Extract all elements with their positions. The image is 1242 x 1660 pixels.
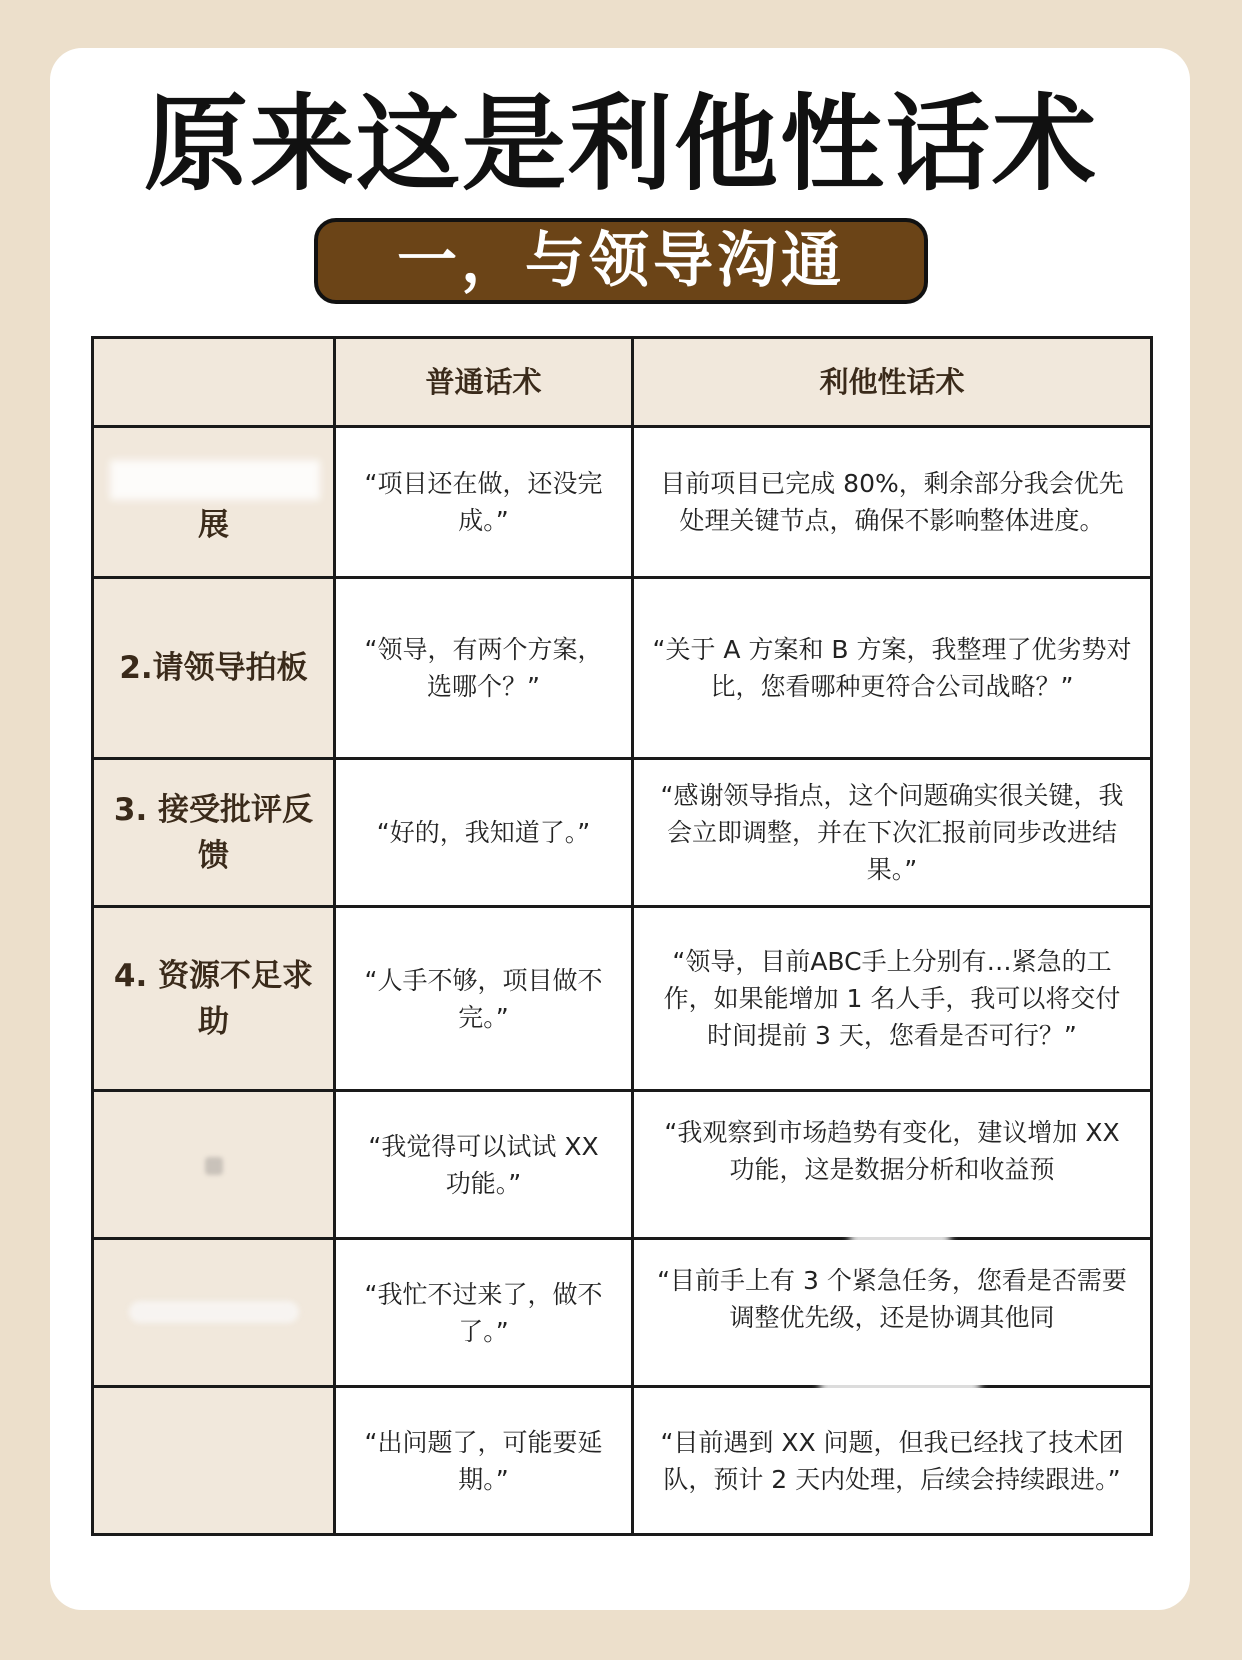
altruistic-speech-text: “目前手上有 3 个紧急任务，您看是否需要调整优先级，还是协调其他同: [657, 1266, 1127, 1332]
scenario-cell: 4. 资源不足求助: [93, 907, 335, 1091]
section-heading: 一，与领导沟通: [314, 218, 928, 304]
scenario-cell-obscured: [93, 1239, 335, 1387]
table-header-row: [93, 338, 1152, 427]
normal-speech-cell: “人手不够，项目做不完。”: [335, 907, 633, 1091]
altruistic-speech-cell: “关于 A 方案和 B 方案，我整理了优劣势对比，您看哪种更符合公司战略？”: [633, 578, 1152, 759]
header-altruistic: 利他性话术: [633, 338, 1152, 427]
altruistic-speech-cell: “目前遇到 XX 问题，但我已经找了技术团队，预计 2 天内处理，后续会持续跟进。”: [633, 1387, 1152, 1535]
scenario-cell: [93, 427, 335, 578]
scenario-label: 展: [198, 507, 229, 543]
table-row: [93, 427, 1152, 578]
table-row: [93, 1387, 1152, 1535]
scenario-cell: 3. 接受批评反馈: [93, 759, 335, 907]
scenario-cell-obscured: [93, 1387, 335, 1535]
normal-speech-cell: “我忙不过来了，做不了。”: [335, 1239, 633, 1387]
altruistic-speech-cell: “领导，目前ABC手上分别有…紧急的工作，如果能增加 1 名人手，我可以将交付时间提前 3 天，您看是否可行？”: [633, 907, 1152, 1091]
altruistic-speech-cell: 目前项目已完成 80%，剩余部分我会优先处理关键节点，确保不影响整体进度。: [633, 427, 1152, 578]
table-row: [93, 578, 1152, 759]
page-title: 原来这是利他性话术: [143, 83, 1098, 205]
blurred-mark: [129, 1301, 299, 1323]
header-scenario: [93, 338, 335, 427]
blurred-patch: [820, 1366, 980, 1410]
altruistic-speech-text: “我观察到市场趋势有变化，建议增加 XX 功能，这是数据分析和收益预: [664, 1118, 1120, 1184]
table-row: [93, 1091, 1152, 1239]
blurred-patch: [850, 1222, 950, 1266]
altruistic-speech-cell: “感谢领导指点，这个问题确实很关键，我会立即调整，并在下次汇报前同步改进结果。”: [633, 759, 1152, 907]
normal-speech-cell: “项目还在做，还没完成。”: [335, 427, 633, 578]
comparison-table: [91, 336, 1153, 1536]
scenario-cell: 2.请领导拍板: [93, 578, 335, 759]
blurred-mark: [205, 1157, 223, 1175]
table-row: [93, 907, 1152, 1091]
normal-speech-cell: “我觉得可以试试 XX 功能。”: [335, 1091, 633, 1239]
header-normal: 普通话术: [335, 338, 633, 427]
scenario-cell-obscured: [93, 1091, 335, 1239]
normal-speech-cell: “领导，有两个方案，选哪个？”: [335, 578, 633, 759]
table-row: [93, 759, 1152, 907]
normal-speech-cell: “好的，我知道了。”: [335, 759, 633, 907]
altruistic-speech-cell: [633, 1091, 1152, 1239]
blurred-patch: [110, 460, 320, 500]
table-row: [93, 1239, 1152, 1387]
normal-speech-cell: “出问题了，可能要延期。”: [335, 1387, 633, 1535]
